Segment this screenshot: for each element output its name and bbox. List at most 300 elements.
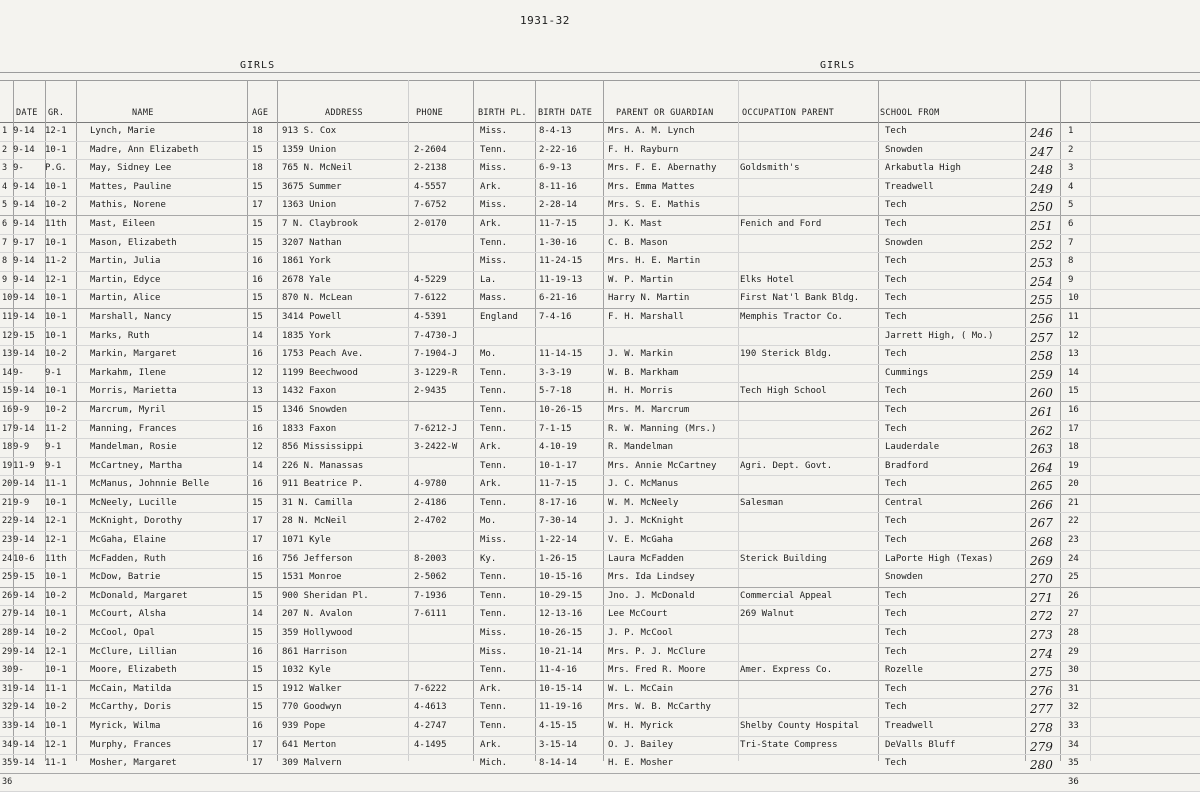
birth-place-cell: Mass. xyxy=(480,293,508,304)
date-cell: 9-14 xyxy=(13,423,35,434)
phone-cell: 7-6122 xyxy=(414,293,447,304)
row-number: 33 xyxy=(2,721,13,731)
occupation-cell: Goldsmith's xyxy=(740,163,800,174)
grade-cell: 12-1 xyxy=(45,516,67,527)
parent-cell: J. P. McCool xyxy=(608,628,674,639)
student-table xyxy=(0,123,1200,792)
birth-place-cell: Tenn. xyxy=(480,144,508,155)
record-id: 253 xyxy=(1030,256,1053,271)
age-cell: 18 xyxy=(252,126,263,136)
address-cell: 3207 Nathan xyxy=(282,237,342,248)
grade-cell: 9-1 xyxy=(45,367,62,378)
record-id: 275 xyxy=(1030,665,1053,680)
school-cell: Snowden xyxy=(885,237,923,248)
date-cell: 9-15 xyxy=(13,330,35,341)
student-name: McClure, Lillian xyxy=(90,646,177,657)
parent-cell: W. M. McNeely xyxy=(608,497,679,508)
school-cell: Tech xyxy=(885,274,907,285)
parent-cell: C. B. Mason xyxy=(608,237,668,248)
age-cell: 15 xyxy=(252,702,263,713)
birth-place-cell: Tenn. xyxy=(480,497,508,508)
row-number-right: 20 xyxy=(1068,479,1079,490)
date-cell: 9-14 xyxy=(13,349,35,360)
header-address: ADDRESS xyxy=(325,108,363,118)
date-cell: 9-14 xyxy=(13,609,35,620)
row-number: 27 xyxy=(2,609,13,620)
parent-cell: W. H. Myrick xyxy=(608,721,674,731)
grade-cell: 9-1 xyxy=(45,460,62,471)
student-name: McManus, Johnnie Belle xyxy=(90,479,210,490)
grade-cell: 12-1 xyxy=(45,126,67,136)
student-name: Manning, Frances xyxy=(90,423,177,434)
header-occupation: OCCUPATION PARENT xyxy=(742,108,835,118)
student-name: Mason, Elizabeth xyxy=(90,237,177,248)
student-name: McKnight, Dorothy xyxy=(90,516,183,527)
age-cell: 15 xyxy=(252,311,263,322)
grade-cell: 9-1 xyxy=(45,442,62,453)
row-number: 34 xyxy=(2,739,13,750)
parent-cell: F. H. Rayburn xyxy=(608,144,679,155)
school-cell: Tech xyxy=(885,590,907,601)
date-cell: 9-14 xyxy=(13,516,35,527)
school-cell: Tech xyxy=(885,218,907,229)
age-cell: 16 xyxy=(252,274,263,285)
birth-date-cell: 6-21-16 xyxy=(539,293,577,304)
phone-cell: 7-1936 xyxy=(414,590,447,601)
school-cell: Tech xyxy=(885,386,907,397)
table-row xyxy=(0,290,1200,309)
row-number-right: 2 xyxy=(1068,144,1074,155)
birth-place-cell: Tenn. xyxy=(480,460,508,471)
address-cell: 207 N. Avalon xyxy=(282,609,353,620)
date-cell: 9-14 xyxy=(13,590,35,601)
age-cell: 17 xyxy=(252,739,263,750)
parent-cell: J. J. McKnight xyxy=(608,516,684,527)
student-name: McDonald, Margaret xyxy=(90,590,188,601)
table-row xyxy=(0,216,1200,235)
birth-date-cell: 10-15-14 xyxy=(539,683,583,694)
record-id: 276 xyxy=(1030,683,1053,698)
school-cell: Tech xyxy=(885,404,907,415)
parent-cell: R. Mandelman xyxy=(608,442,674,453)
birth-place-cell: Miss. xyxy=(480,256,508,267)
row-number-right: 11 xyxy=(1068,311,1079,322)
birth-place-cell: Miss. xyxy=(480,126,508,136)
address-cell: 3675 Summer xyxy=(282,181,342,192)
birth-date-cell: 11-7-15 xyxy=(539,218,577,229)
birth-date-cell: 11-24-15 xyxy=(539,256,583,267)
school-cell: Tech xyxy=(885,311,907,322)
student-name: McDow, Batrie xyxy=(90,572,161,583)
birth-place-cell: La. xyxy=(480,274,497,285)
parent-cell: J. K. Mast xyxy=(608,218,663,229)
table-row xyxy=(0,142,1200,161)
record-id: 263 xyxy=(1030,442,1053,457)
school-cell: Tech xyxy=(885,758,907,769)
address-cell: 911 Beatrice P. xyxy=(282,479,364,490)
table-row xyxy=(0,365,1200,384)
age-cell: 13 xyxy=(252,386,263,397)
date-cell: 9-14 xyxy=(13,646,35,657)
phone-cell: 2-2604 xyxy=(414,144,447,155)
address-cell: 861 Harrison xyxy=(282,646,348,657)
grade-cell: 11-1 xyxy=(45,758,67,769)
age-cell: 14 xyxy=(252,460,263,471)
address-cell: 1359 Union xyxy=(282,144,337,155)
table-row xyxy=(0,439,1200,458)
school-cell: Tech xyxy=(885,479,907,490)
birth-date-cell: 1-22-14 xyxy=(539,535,577,546)
birth-place-cell: Ark. xyxy=(480,683,502,694)
date-cell: 10-6 xyxy=(13,553,35,564)
phone-cell: 2-4702 xyxy=(414,516,447,527)
school-cell: Bradford xyxy=(885,460,929,471)
birth-place-cell: Tenn. xyxy=(480,572,508,583)
birth-place-cell: Tenn. xyxy=(480,237,508,248)
birth-date-cell: 11-7-15 xyxy=(539,479,577,490)
row-number-right: 1 xyxy=(1068,126,1074,136)
row-number: 9 xyxy=(2,274,8,285)
grade-cell: 10-2 xyxy=(45,628,67,639)
grade-cell: 10-2 xyxy=(45,590,67,601)
age-cell: 16 xyxy=(252,553,263,564)
table-row xyxy=(0,551,1200,570)
student-name: Myrick, Wilma xyxy=(90,721,161,731)
record-id: 258 xyxy=(1030,349,1053,364)
section-label-left: GIRLS xyxy=(240,60,276,71)
parent-cell: Harry N. Martin xyxy=(608,293,690,304)
grade-cell: 12-1 xyxy=(45,535,67,546)
grade-cell: 10-2 xyxy=(45,702,67,713)
date-cell: 9-14 xyxy=(13,683,35,694)
row-number: 16 xyxy=(2,404,13,415)
parent-cell: O. J. Bailey xyxy=(608,739,674,750)
birth-date-cell: 7-4-16 xyxy=(539,311,572,322)
school-cell: Tech xyxy=(885,423,907,434)
header-birth-date: BIRTH DATE xyxy=(538,108,593,118)
date-cell: 9-14 xyxy=(13,739,35,750)
school-cell: Tech xyxy=(885,256,907,267)
grade-cell: 10-1 xyxy=(45,330,67,341)
age-cell: 14 xyxy=(252,330,263,341)
parent-cell: F. H. Marshall xyxy=(608,311,684,322)
phone-cell: 7-6222 xyxy=(414,683,447,694)
table-row xyxy=(0,495,1200,514)
row-number: 8 xyxy=(2,256,8,267)
address-cell: 1346 Snowden xyxy=(282,404,348,415)
student-name: Moore, Elizabeth xyxy=(90,665,177,676)
occupation-cell: Elks Hotel xyxy=(740,274,795,285)
date-cell: 9- xyxy=(13,367,24,378)
phone-cell: 3-2422-W xyxy=(414,442,458,453)
student-name: Murphy, Frances xyxy=(90,739,172,750)
birth-place-cell: Miss. xyxy=(480,646,508,657)
row-number: 31 xyxy=(2,683,13,694)
address-cell: 1861 York xyxy=(282,256,331,267)
record-id: 250 xyxy=(1030,200,1053,215)
age-cell: 16 xyxy=(252,646,263,657)
phone-cell: 4-9780 xyxy=(414,479,447,490)
phone-cell: 7-1904-J xyxy=(414,349,458,360)
row-number-right: 18 xyxy=(1068,442,1079,453)
phone-cell: 2-2138 xyxy=(414,163,447,174)
row-number: 5 xyxy=(2,200,8,211)
header-name: NAME xyxy=(132,108,154,118)
address-cell: 1199 Beechwood xyxy=(282,367,358,378)
row-number: 30 xyxy=(2,665,13,676)
student-name: Marshall, Nancy xyxy=(90,311,172,322)
address-cell: 1912 Walker xyxy=(282,683,342,694)
header-parent: PARENT OR GUARDIAN xyxy=(616,108,714,118)
record-id: 252 xyxy=(1030,237,1053,252)
table-row xyxy=(0,606,1200,625)
record-id: 248 xyxy=(1030,163,1053,178)
table-row xyxy=(0,774,1200,792)
school-cell: Central xyxy=(885,497,923,508)
student-name: McCool, Opal xyxy=(90,628,156,639)
address-cell: 641 Merton xyxy=(282,739,337,750)
birth-date-cell: 10-29-15 xyxy=(539,590,583,601)
address-cell: 31 N. Camilla xyxy=(282,497,353,508)
student-name: Mattes, Pauline xyxy=(90,181,172,192)
student-name: McCain, Matilda xyxy=(90,683,172,694)
age-cell: 17 xyxy=(252,535,263,546)
phone-cell: 4-2747 xyxy=(414,721,447,731)
date-cell: 9-9 xyxy=(13,497,30,508)
birth-place-cell: Ark. xyxy=(480,739,502,750)
age-cell: 16 xyxy=(252,349,263,360)
record-id: 256 xyxy=(1030,311,1053,326)
school-cell: Snowden xyxy=(885,572,923,583)
table-row xyxy=(0,402,1200,421)
row-number: 19 xyxy=(2,460,13,471)
row-number-right: 19 xyxy=(1068,460,1079,471)
section-label-right: GIRLS xyxy=(820,60,856,71)
record-id: 265 xyxy=(1030,479,1053,494)
parent-cell: H. H. Morris xyxy=(608,386,674,397)
occupation-cell: 190 Sterick Bldg. xyxy=(740,349,833,360)
birth-place-cell: Miss. xyxy=(480,200,508,211)
birth-place-cell: Ark. xyxy=(480,181,502,192)
row-number: 20 xyxy=(2,479,13,490)
ruled-line xyxy=(0,72,1200,73)
row-number-right: 22 xyxy=(1068,516,1079,527)
school-cell: Rozelle xyxy=(885,665,923,676)
parent-cell: H. E. Mosher xyxy=(608,758,674,769)
row-number-right: 14 xyxy=(1068,367,1079,378)
birth-date-cell: 1-26-15 xyxy=(539,553,577,564)
table-row xyxy=(0,123,1200,142)
row-number: 32 xyxy=(2,702,13,713)
school-cell: Treadwell xyxy=(885,721,934,731)
date-cell: 9-14 xyxy=(13,479,35,490)
row-number: 25 xyxy=(2,572,13,583)
record-id: 269 xyxy=(1030,553,1053,568)
birth-place-cell: Tenn. xyxy=(480,665,508,676)
age-cell: 14 xyxy=(252,609,263,620)
parent-cell: Mrs. P. J. McClure xyxy=(608,646,706,657)
student-name: Marks, Ruth xyxy=(90,330,150,341)
record-id: 259 xyxy=(1030,367,1053,382)
record-id: 273 xyxy=(1030,628,1053,643)
birth-date-cell: 8-11-16 xyxy=(539,181,577,192)
date-cell: 9-14 xyxy=(13,218,35,229)
address-cell: 1753 Peach Ave. xyxy=(282,349,364,360)
grade-cell: 10-1 xyxy=(45,665,67,676)
table-row xyxy=(0,532,1200,551)
parent-cell: Mrs. Fred R. Moore xyxy=(608,665,706,676)
phone-cell: 2-9435 xyxy=(414,386,447,397)
age-cell: 15 xyxy=(252,237,263,248)
grade-cell: 10-1 xyxy=(45,181,67,192)
school-cell: Treadwell xyxy=(885,181,934,192)
address-cell: 309 Malvern xyxy=(282,758,342,769)
date-cell: 9-14 xyxy=(13,386,35,397)
birth-place-cell: Ark. xyxy=(480,442,502,453)
row-number: 2 xyxy=(2,144,8,155)
ruled-line xyxy=(0,80,1200,81)
parent-cell: Mrs. Annie McCartney xyxy=(608,460,717,471)
grade-cell: 11-2 xyxy=(45,256,67,267)
table-row xyxy=(0,253,1200,272)
age-cell: 16 xyxy=(252,256,263,267)
age-cell: 16 xyxy=(252,721,263,731)
table-row xyxy=(0,476,1200,495)
row-number-right: 15 xyxy=(1068,386,1079,397)
age-cell: 15 xyxy=(252,293,263,304)
record-id: 271 xyxy=(1030,590,1053,605)
age-cell: 18 xyxy=(252,163,263,174)
phone-cell: 4-4613 xyxy=(414,702,447,713)
phone-cell: 7-6212-J xyxy=(414,423,458,434)
occupation-cell: Amer. Express Co. xyxy=(740,665,833,676)
row-number: 10 xyxy=(2,293,13,304)
date-cell: 9-14 xyxy=(13,702,35,713)
record-id: 261 xyxy=(1030,404,1053,419)
birth-date-cell: 10-1-17 xyxy=(539,460,577,471)
table-row xyxy=(0,588,1200,607)
address-cell: 856 Mississippi xyxy=(282,442,364,453)
table-row xyxy=(0,681,1200,700)
row-number-right: 7 xyxy=(1068,237,1074,248)
table-row xyxy=(0,421,1200,440)
occupation-cell: Commercial Appeal xyxy=(740,590,833,601)
occupation-cell: First Nat'l Bank Bldg. xyxy=(740,293,860,304)
date-cell: 9-9 xyxy=(13,442,30,453)
table-row xyxy=(0,513,1200,532)
school-cell: DeValls Bluff xyxy=(885,739,956,750)
header-age: AGE xyxy=(252,108,269,118)
birth-place-cell: Mo. xyxy=(480,349,497,360)
student-name: May, Sidney Lee xyxy=(90,163,172,174)
phone-cell: 4-5229 xyxy=(414,274,447,285)
birth-date-cell: 1-30-16 xyxy=(539,237,577,248)
birth-date-cell: 3-15-14 xyxy=(539,739,577,750)
address-cell: 3414 Powell xyxy=(282,311,342,322)
table-row xyxy=(0,569,1200,588)
parent-cell: V. E. McGaha xyxy=(608,535,674,546)
birth-place-cell: Mo. xyxy=(480,516,497,527)
date-cell: 9-14 xyxy=(13,256,35,267)
birth-place-cell: Tenn. xyxy=(480,423,508,434)
address-cell: 1071 Kyle xyxy=(282,535,331,546)
birth-date-cell: 11-19-13 xyxy=(539,274,583,285)
grade-cell: 11-2 xyxy=(45,423,67,434)
address-cell: 913 S. Cox xyxy=(282,126,337,136)
date-cell: 9-14 xyxy=(13,535,35,546)
header-school: SCHOOL FROM xyxy=(880,108,940,118)
address-cell: 226 N. Manassas xyxy=(282,460,364,471)
phone-cell: 7-4730-J xyxy=(414,330,458,341)
grade-cell: 10-1 xyxy=(45,144,67,155)
parent-cell: W. L. McCain xyxy=(608,683,674,694)
birth-date-cell: 10-26-15 xyxy=(539,404,583,415)
record-id: 249 xyxy=(1030,181,1053,196)
age-cell: 15 xyxy=(252,181,263,192)
school-cell: Cummings xyxy=(885,367,929,378)
occupation-cell: Tri-State Compress xyxy=(740,739,838,750)
student-name: Mathis, Norene xyxy=(90,200,166,211)
parent-cell: W. B. Markham xyxy=(608,367,679,378)
birth-date-cell: 11-19-16 xyxy=(539,702,583,713)
school-cell: Tech xyxy=(885,349,907,360)
table-row xyxy=(0,625,1200,644)
row-number-right: 10 xyxy=(1068,293,1079,304)
school-cell: Arkabutla High xyxy=(885,163,961,174)
date-cell: 9-14 xyxy=(13,200,35,211)
school-cell: Tech xyxy=(885,126,907,136)
birth-place-cell: Tenn. xyxy=(480,404,508,415)
age-cell: 17 xyxy=(252,516,263,527)
grade-cell: 10-1 xyxy=(45,497,67,508)
occupation-cell: 269 Walnut xyxy=(740,609,795,620)
school-cell: Tech xyxy=(885,516,907,527)
row-number-right: 33 xyxy=(1068,721,1079,731)
birth-date-cell: 7-1-15 xyxy=(539,423,572,434)
grade-cell: 10-1 xyxy=(45,293,67,304)
birth-place-cell: England xyxy=(480,311,518,322)
birth-date-cell: 10-21-14 xyxy=(539,646,583,657)
student-name: McCarthy, Doris xyxy=(90,702,172,713)
row-number-right: 28 xyxy=(1068,628,1079,639)
header-grade: GR. xyxy=(48,108,65,118)
phone-cell: 4-5557 xyxy=(414,181,447,192)
record-id: 246 xyxy=(1030,126,1053,140)
row-number-right: 16 xyxy=(1068,404,1079,415)
date-cell: 9- xyxy=(13,163,24,174)
row-number: 15 xyxy=(2,386,13,397)
row-number: 29 xyxy=(2,646,13,657)
row-number-right: 3 xyxy=(1068,163,1074,174)
age-cell: 15 xyxy=(252,497,263,508)
birth-date-cell: 8-14-14 xyxy=(539,758,577,769)
parent-cell: Mrs. F. E. Abernathy xyxy=(608,163,717,174)
age-cell: 15 xyxy=(252,144,263,155)
phone-cell: 2-4186 xyxy=(414,497,447,508)
age-cell: 15 xyxy=(252,572,263,583)
age-cell: 16 xyxy=(252,479,263,490)
header-birth-place: BIRTH PL. xyxy=(478,108,527,118)
student-name: McCartney, Martha xyxy=(90,460,183,471)
record-id: 260 xyxy=(1030,386,1053,401)
row-number-right: 9 xyxy=(1068,274,1074,285)
address-cell: 2678 Yale xyxy=(282,274,331,285)
address-cell: 1531 Monroe xyxy=(282,572,342,583)
school-cell: Tech xyxy=(885,293,907,304)
school-cell: Tech xyxy=(885,646,907,657)
parent-cell: Mrs. S. E. Mathis xyxy=(608,200,701,211)
address-cell: 770 Goodwyn xyxy=(282,702,342,713)
